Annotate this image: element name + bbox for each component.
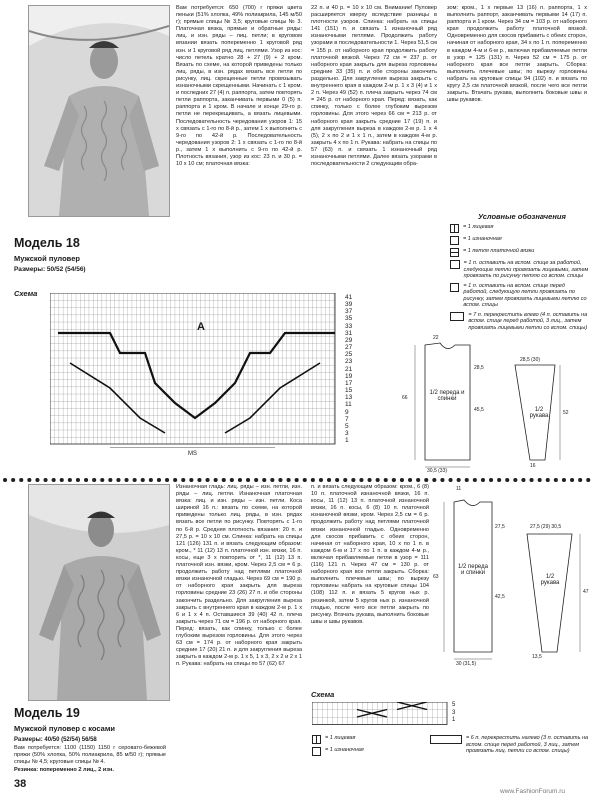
model19-rib: Резинка: попеременно 2 лиц., 2 изн.: [14, 767, 114, 773]
model18-subtitle: Мужской пуловер: [14, 254, 80, 263]
model19-materials: Вам потребуется: 1100 (1150) 1150 г серовато-бежевой пряжи (50% хлопка, 50% полиакрила, 85 м/50 г); прямые спицы № 4,5; круговые спицы № 4.: [14, 745, 166, 766]
row-number: 39: [345, 301, 353, 309]
knit-stitch-icon: [450, 224, 459, 233]
row-number: 11: [345, 401, 352, 409]
dim-label: 45,5: [474, 407, 484, 413]
row-number: 33: [345, 322, 353, 330]
dim-label: 30,5 (33): [427, 468, 448, 474]
legend-item: = 1 лицевая: [312, 735, 442, 744]
model19-text-col1: Изнаночная гладь: лиц. ряды – изн. петли, изн. ряды – лиц. петли. Изнаночная платочная вязка: лиц. и изн. ряды – изн. петли. Коса шириной 16 п.: вязать по схеме, на которой приведены только лиц. ряды, в изн. рядах вязать все петли по рисунку. Повторять с 1-го по 6-й р. Средняя плотность вязания: 20 п. и 27,5 р. = 10 х 10 см. Спинка: набрать на спицы 121 (126) 131 п. и вязать следующим образом: кром., * 11 (12) 13 п. платочной изн. вязки, 16 п. косы, еще 3 х повторить от *, 11 (12) 13 п. платочной изн. вязки, кром. Через 2,5 см = 6 р. продолжить работу над петлями платочной вязки изнаночной гладью. Через 69 см = 190 р. от наборного края закрыть для выреза горловины средние 23 (26) 27 п. и обе стороны закончить раздельно. Для закругления выреза закрыть с внутреннего края в каждом 2-м р. 1 х 6 и 1 х 4 п. Оставшиеся 39 (40) 42 п. плеча закрыть через 71 см = 196 р. от наборного края. Перед: вязать, как спинку, только с более глубоким вырезом горловины. Для этого через 63 см = 174 р. от наборного края закрыть средние 17 (20) 21 п. и для закругления выреза закрыть в каждом 2-м р. 1 х 5, 1 х 3, 2 х 2 и 2 х 1 п. Рукава: набрать на спицы по 57 (62) 67: [176, 484, 302, 668]
model18-schematic: [385, 335, 590, 475]
purl-stitch-icon: [312, 747, 321, 756]
dim-label: 16: [530, 463, 536, 469]
watermark: www.FashionForum.ru: [500, 788, 566, 795]
row-number: 21: [345, 365, 353, 373]
model19-sizes: Размеры: 40/50 (52/54) 56/58: [14, 737, 97, 743]
row-number: 23: [345, 358, 353, 366]
model18-title: Модель 18: [14, 236, 80, 250]
model19-photo: [28, 484, 170, 701]
section-divider: [0, 472, 599, 482]
row-number: 1: [452, 717, 456, 723]
model18-text-col3: зом: кром., 1 х первые 13 (16) п. раппорта, 1 х выполнить раппорт, заканчивать первыми 14 (17) п. раппорта и 1 кром. Через 34 см = 103 р. от наборного края продолжить работу платочной вязкой. Одновременно для скосов прибавить с обеих сторон, начиная от наборного края, 34 х по 1 п. попеременно в каждом 4-м и 6-м р., включая прибавляемые петли в узор = 125 (131) п. Через 52 см = 175 р. от наборного края все петли закрыть. Сборка: выполнить плечевые швы; по вырезу горловины набрать на круговые спицы 94 (102) п. и вязать по кругу 2,5 см платочной вязкой, после чего все петли закрыть. Втачать рукава, выполнить боковые швы и швы рукавов.: [447, 5, 587, 104]
legend-item: = 1 п. оставить на вспом. спице перед работой, следующую петли провязать по рисунку, затем провязать лицевыми петлю со вспом. спицы: [450, 283, 590, 309]
model19-knitting-chart: [312, 702, 452, 726]
page-number: 38: [14, 778, 27, 790]
dim-label: 11: [456, 486, 462, 492]
garter-stitch-icon: [450, 248, 459, 257]
dim-label: 27,5 (29) 30,5: [530, 524, 562, 530]
legend-item: = 1 п. оставить на вспом. спице за работой, следующие петли провязать лицевыми, затем провязать по рисунку петлю со вспом. спицы: [450, 260, 590, 280]
row-number: 9: [345, 408, 349, 416]
dim-label: 66: [402, 395, 408, 401]
dim-label: 22: [433, 335, 439, 341]
row-number: 41: [345, 294, 353, 301]
knit-stitch-icon: [312, 735, 321, 744]
model18-sleeve-label: 1/2 рукава: [529, 407, 549, 419]
model19-subtitle: Мужской пуловер с косами: [14, 724, 116, 733]
model19-legend: [312, 735, 442, 759]
legend-item: = 7 п. перекрестить влево (4 п. оставить на вспом. спице перед работой, 3 лиц., затем провязать лицевыми петли со вспом. спицы): [450, 312, 590, 332]
row-number: 7: [345, 415, 349, 423]
row-number: 13: [345, 394, 353, 402]
model19-legend-cable: [430, 735, 592, 758]
cable-7-icon: [450, 312, 464, 321]
legend-item: = 1 петля платочной вязки: [450, 248, 590, 257]
row-number: 31: [345, 329, 353, 337]
row-number: 17: [345, 379, 353, 387]
row-number: 35: [345, 315, 353, 323]
row-number: 5: [345, 422, 349, 430]
legend-item: = 6 п. перекрестить налево (3 п. оставить на вспом. спице перед работой, 3 лиц., затем провязать лиц. петли со вспом. спицы): [430, 735, 592, 755]
dim-label: 13,5: [532, 654, 542, 660]
model18-text-col2: 22 п. и 40 р. = 10 х 10 см. Внимание! Пуловер расширяется кверху вследствие разницы в плотности узоров. Спинка: набрать на спицы 141 (151) п. и связать 1 изнаночный ряд изнаночными петлями. Продолжить работу узорами в последовательности 1. Через 51,5 см = 155 р. от наборного края продолжить работу платочной вязкой. Через 72 см = 237 р. от наборного края закрыть для выреза горловины средние 33 (35) п. и обе стороны закончить раздельно. Для закругления выреза закрыть с внутреннего края в каждом 2-м р. 1 х 3 (4) и 1 х 2 п. Через 49 (52) п. плеча закрыть через 74 см = 245 р. от наборного края. Перед: вязать, как спинку, только с более глубоким вырезом горловины. Для этого через 66 см = 213 р. от наборного края закрыть средние 17 (19) п. и для закругления выреза в каждом 2-м р. 1 х 4 (5), 2 х по 2 и 1 х 1 п., затем в каждом 4-м р. закрыть 4 х по 1 п. Рукава: набрать на спицы по 57 (63) п. и связать 1 изнаночный ряд изнаночными петлями. Далее вязать узорами в последовательности 2 следующим обра-: [311, 5, 437, 168]
model18-text-col1: Вам потребуется: 650 (700) г пряжи цвета пеньки (51% хлопка, 49% полиакрила, 145 м/50 г); прямые спицы № 3,5; круговые спицы № 3. Платочная вязка, прямые и обратные ряды: лиц. и изн. ряды – лиц. петли; в круговом вязании вязать попеременно 1 круговой ряд изн. и 1 круговой ряд лиц. петлями. Узор из кос: число петель кратно 28 + 27 (9) + 2 кром. Вязать по схеме, на которой приведены только лиц. ряды, в изн. рядах вязать все петли по рисунку, лиц. скрещенные петли провязывать изнаночными скрещенными. Начинать с 1 кром. и последних 27 (4) п. раппорта, затем повторять петли раппорта, заканчивать первыми 0 (5) п. раппорта и 1 кром. В начале и конце 29-го р. петли не перекрещивать, а вязать лицевыми. Последовательность чередования узоров 1: 15 х связать с 1-го по 8-й р., затем 1 х выполнить с 9-го по 42-й р. Последовательность чередования узоров 2: 1 х связать с 1-го по 8-й р., затем 1 х выполнить с 9-го по 42-й р. Плотность вязания, узор из кос: 23 п. и 30 р. = 10 х 10 см; платочная вязка:: [176, 5, 302, 168]
model18-ms-label: MS: [188, 451, 197, 457]
model18-schema-label: Схема: [14, 289, 38, 298]
row-number: 5: [452, 702, 456, 708]
dim-label: 52: [563, 410, 569, 416]
cable-6-icon: [430, 735, 462, 744]
dim-label: 42,5: [495, 594, 505, 600]
dim-label: 27,5: [495, 524, 505, 530]
model19-sleeve-label: 1/2 рукава: [540, 574, 560, 586]
model19-front-label: 1/2 переда и спинки: [458, 564, 488, 576]
model18-photo: [28, 5, 170, 217]
model19-schematic: [432, 484, 592, 694]
model19-row-numbers: [452, 702, 462, 725]
dim-label: 28,5: [474, 365, 484, 371]
model18-schema-letter: A: [197, 321, 205, 333]
row-number: 27: [345, 344, 353, 352]
row-number: 1: [345, 437, 349, 445]
dim-label: 30 (31,5): [456, 661, 477, 667]
row-number: 25: [345, 351, 353, 359]
model19-title: Модель 19: [14, 706, 80, 720]
model18-front-label: 1/2 переда и спинки: [429, 390, 465, 402]
cable-right-icon: [450, 260, 460, 269]
model18-legend: [450, 224, 590, 334]
row-number: 29: [345, 336, 353, 344]
dim-label: 28,5 (30): [520, 357, 541, 363]
row-number: 3: [345, 429, 349, 437]
model18-legend-title: Условные обозначения: [478, 212, 566, 221]
purl-stitch-icon: [450, 236, 459, 245]
row-number: 37: [345, 308, 353, 316]
model18-knitting-chart: [50, 293, 340, 448]
dim-label: 63: [433, 574, 439, 580]
model18-sizes: Размеры: 50/52 (54/56): [14, 266, 86, 273]
legend-item: = 1 изнаночная: [450, 236, 590, 245]
row-number: 15: [345, 387, 353, 395]
cable-left-icon: [450, 283, 459, 292]
dim-label: 47: [583, 589, 589, 595]
legend-item: = 1 лицевая: [450, 224, 590, 233]
model19-schema-label: Схема: [311, 690, 335, 699]
legend-item: = 1 изнаночная: [312, 747, 442, 756]
row-number: 19: [345, 372, 353, 380]
model18-row-numbers: [345, 294, 359, 444]
row-number: 3: [452, 709, 456, 716]
model19-text-col2: п. и вязать следующим образом: кром., 6 (8) 10 п. платочной изнаночной вязки, 16 п. косы, 11 (12) 13 п. платочной изнаночной вязки, 16 п. косы, 6 (8) 10 п. платочной изнаночной вязки, кром. Через 2,5 см = 6 р. продолжить работу над петлями платочной вязки изнаночной гладью. Одновременно для скосов прибавить с обеих сторон, начиная от наборного края, 10 х по 1 п. в каждом 6-м и 17 х по 1 п. в каждом 4-м р., включая прибавляемые петли в узор = 111 (116) 121 п. Через 47 см = 130 р. от наборного края все петли закрыть. Сборка: выполнить плечевые швы; по вырезу горловины набрать на круговые спицы 104 (108) 112 п. и вязать 5 кругов ных р. резинкой, затем 5 кругов ных р. изнаночной гладью, после чего все петли закрыть по рисунку. Втачать рукава, выполнить боковые швы и швы рукавов.: [311, 484, 429, 625]
